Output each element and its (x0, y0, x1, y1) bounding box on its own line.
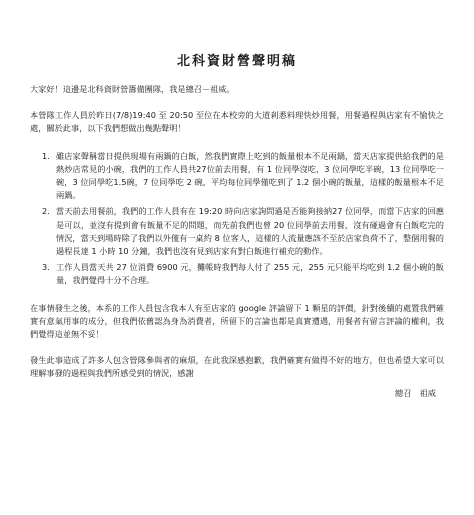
greeting-paragraph: 大家好！這邊是北科資財營籌備團隊，我是總召－祖威。 (30, 84, 235, 94)
statement-point (42, 261, 444, 287)
statement-point (42, 150, 444, 203)
closing-paragraph: 發生此事造成了許多人包含營隊參與者的麻煩，在此我深感抱歉，我們確實有做得不好的地方，但也希望大家可以理解事發的過程與我們所感受到的情況，感謝 (30, 355, 444, 379)
aftermath-paragraph: 在事情發生之後，本系的工作人員包含我本人有至店家的 google 評論留下 1 顆星的評價，針對後續的處置我們確實有意氣用事的成分，但我們依舊認為身為消費者，所留下的言論也都是真實遭遇，用餐者有留言評論的權利，我們覺得這並無不妥！ (30, 302, 444, 340)
point-number: 1. (42, 150, 50, 161)
point-text: 當天前去用餐前，我們的工作人員有在 19:20 時向店家詢問過是否能夠接納27 位同學，而當下店家的回應是可以，並沒有提到會有飯量不足的問題，而先前我們也曾 20 位同學前去用餐，沒有碰過會有白飯吃完的情況，當天到場時除了我們以外僅有一桌約 8 位客人，這樣的人流量應該不至於店家負荷不了，整個用餐的過程長達 1 小時 10 分鐘，我們也沒有見到店家有對白飯進行補充的動作。 (56, 206, 444, 257)
signature: 總召 祖威 (395, 387, 436, 398)
document-title: 北科資財營聲明稿 (176, 54, 297, 69)
intro-paragraph: 本營隊工作人員於昨日(7/8)19:40 至 20:50 至位在本校旁的大道剎悉料理快炒用餐，用餐過程與店家有不愉快之處，關於此事，以下我們想做出幾點聲明！ (30, 110, 444, 134)
point-text: 工作人員當天共 27 位消費 6900 元，攤帳時我們每人付了 255 元，255 元只能平均吃到 1.2 個小碗的飯量，我們覺得十分不合理。 (56, 262, 444, 286)
point-text: 雖店家聲稱當日提供現場有兩鍋的白飯，然我們實際上吃到的飯量根本不足兩鍋，當天店家提供給我們的是熱炒店常見的小碗，我們的工作人員共27位前去用餐，有 1 位同學沒吃，3 位同學吃半碗，13 位同學吃一碗，3 位同學吃1.5碗，7 位同學吃 2 碗，平均每位同學僅吃到了 1.2 個小碗的飯量，這樣的飯量根本不足兩鍋。 (56, 150, 444, 201)
statement-points-list (30, 150, 444, 288)
point-number: 3. (42, 262, 50, 273)
point-number: 2. (42, 206, 50, 217)
statement-point (42, 205, 444, 258)
